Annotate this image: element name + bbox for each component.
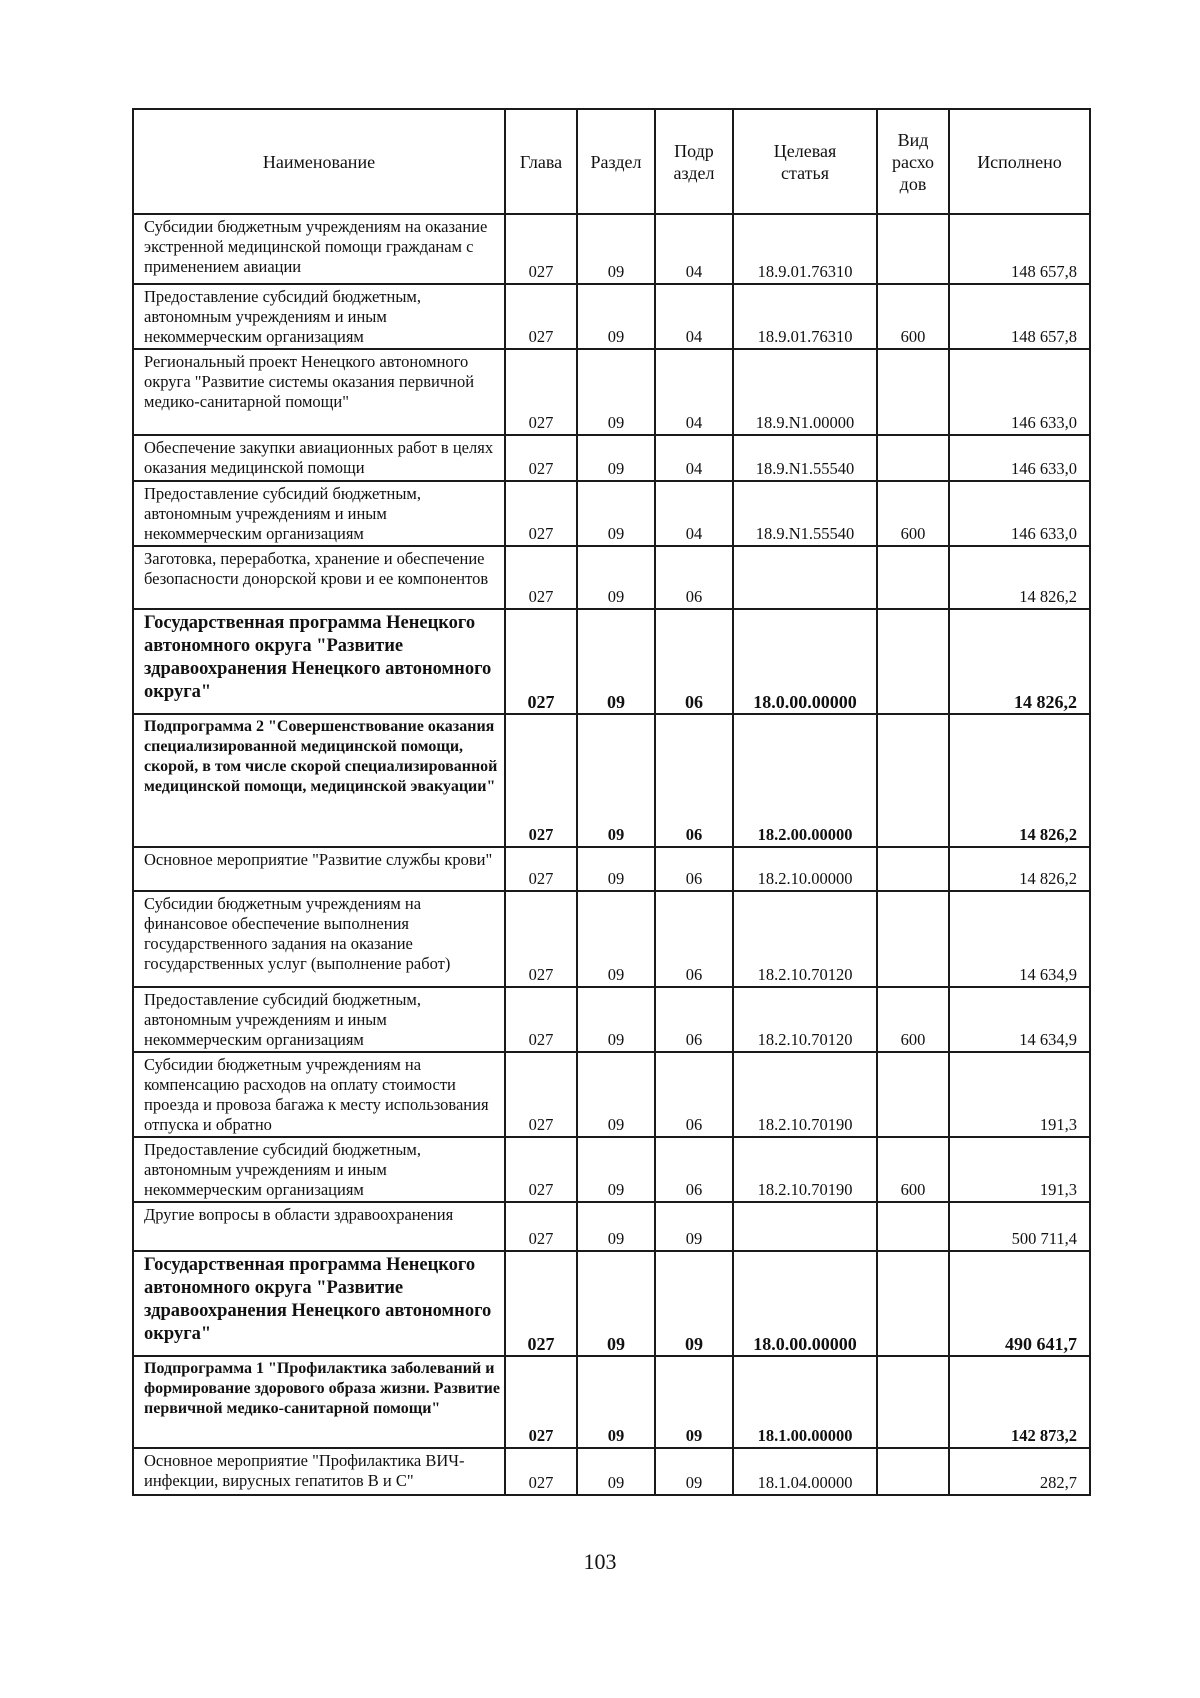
row-expense-type: [877, 435, 949, 481]
row-subsection: 06: [655, 847, 733, 891]
row-expense-type: [877, 847, 949, 891]
table-row: [133, 284, 1090, 349]
row-expense-type: 600: [877, 987, 949, 1052]
row-section: 09: [577, 349, 655, 435]
header-executed: Исполнено: [949, 109, 1090, 214]
row-chapter: 027: [505, 1448, 577, 1495]
row-expense-type: [877, 891, 949, 987]
row-chapter: 027: [505, 1356, 577, 1448]
row-subsection: 04: [655, 481, 733, 546]
header-section: Раздел: [577, 109, 655, 214]
row-chapter: 027: [505, 1137, 577, 1202]
table-row: [133, 349, 1090, 435]
row-name: Предоставление субсидий бюджетным, автономным учреждениям и иным некоммерческим организациям: [133, 481, 505, 546]
header-subsection: Подр аздел: [655, 109, 733, 214]
table-row: [133, 546, 1090, 609]
row-amount: 148 657,8: [949, 214, 1090, 284]
row-chapter: 027: [505, 714, 577, 847]
row-amount: 142 873,2: [949, 1356, 1090, 1448]
row-target-article: 18.2.10.70190: [733, 1052, 877, 1137]
row-expense-type: 600: [877, 481, 949, 546]
row-subsection: 06: [655, 987, 733, 1052]
row-section: 09: [577, 609, 655, 714]
row-amount: 14 826,2: [949, 714, 1090, 847]
row-target-article: 18.2.10.00000: [733, 847, 877, 891]
table-row-subprogram: [133, 714, 1090, 847]
row-amount: 148 657,8: [949, 284, 1090, 349]
row-section: 09: [577, 214, 655, 284]
table-row: [133, 847, 1090, 891]
row-subsection: 06: [655, 1052, 733, 1137]
row-chapter: 027: [505, 214, 577, 284]
budget-table: [132, 108, 1091, 1496]
row-amount: 282,7: [949, 1448, 1090, 1495]
row-target-article: 18.2.10.70120: [733, 987, 877, 1052]
row-target-article: 18.9.01.76310: [733, 214, 877, 284]
row-target-article: 18.9.N1.00000: [733, 349, 877, 435]
row-subsection: 06: [655, 714, 733, 847]
table-row: [133, 214, 1090, 284]
row-name: Подпрограмма 1 "Профилактика заболеваний и формирование здорового образа жизни. Развитие первичной медико-санитарной помощи": [133, 1356, 505, 1448]
row-name: Субсидии бюджетным учреждениям на финансовое обеспечение выполнения государственного задания на оказание государственных услуг (выполнение работ): [133, 891, 505, 987]
header-name: Наименование: [133, 109, 505, 214]
row-chapter: 027: [505, 284, 577, 349]
row-amount: 146 633,0: [949, 435, 1090, 481]
row-expense-type: [877, 1356, 949, 1448]
table-row: [133, 1448, 1090, 1495]
page-number: 103: [583, 1549, 617, 1574]
row-section: 09: [577, 987, 655, 1052]
row-chapter: 027: [505, 1202, 577, 1251]
row-chapter: 027: [505, 435, 577, 481]
row-amount: 191,3: [949, 1137, 1090, 1202]
header-target-article: Целевая статья: [733, 109, 877, 214]
header-expense-type: Вид расхо дов: [877, 109, 949, 214]
row-chapter: 027: [505, 1251, 577, 1356]
row-amount: 191,3: [949, 1052, 1090, 1137]
row-name: Основное мероприятие "Профилактика ВИЧ-инфекции, вирусных гепатитов В и С": [133, 1448, 505, 1495]
table-row: [133, 1137, 1090, 1202]
row-amount: 146 633,0: [949, 349, 1090, 435]
row-subsection: 09: [655, 1202, 733, 1251]
row-amount: 146 633,0: [949, 481, 1090, 546]
row-section: 09: [577, 284, 655, 349]
row-target-article: 18.2.10.70190: [733, 1137, 877, 1202]
row-chapter: 027: [505, 481, 577, 546]
row-chapter: 027: [505, 546, 577, 609]
row-name: Региональный проект Ненецкого автономного округа "Развитие системы оказания первичной медико-санитарной помощи": [133, 349, 505, 435]
row-name: Заготовка, переработка, хранение и обеспечение безопасности донорской крови и ее компонентов: [133, 546, 505, 609]
row-expense-type: 600: [877, 1137, 949, 1202]
row-target-article: 18.9.01.76310: [733, 284, 877, 349]
row-target-article: 18.0.00.00000: [733, 1251, 877, 1356]
table-row: [133, 987, 1090, 1052]
row-target-article: [733, 546, 877, 609]
row-amount: 14 634,9: [949, 987, 1090, 1052]
row-name: Государственная программа Ненецкого автономного округа "Развитие здравоохранения Ненецкого автономного округа": [133, 1251, 505, 1356]
row-expense-type: [877, 214, 949, 284]
row-name: Субсидии бюджетным учреждениям на компенсацию расходов на оплату стоимости проезда и провоза багажа к месту использования отпуска и обратно: [133, 1052, 505, 1137]
row-section: 09: [577, 1356, 655, 1448]
row-expense-type: [877, 1251, 949, 1356]
row-subsection: 09: [655, 1251, 733, 1356]
row-name: Субсидии бюджетным учреждениям на оказание экстренной медицинской помощи гражданам с применением авиации: [133, 214, 505, 284]
row-section: 09: [577, 1448, 655, 1495]
row-section: 09: [577, 714, 655, 847]
row-amount: 14 826,2: [949, 847, 1090, 891]
row-amount: 14 826,2: [949, 546, 1090, 609]
row-target-article: 18.2.00.00000: [733, 714, 877, 847]
row-chapter: 027: [505, 891, 577, 987]
row-target-article: 18.9.N1.55540: [733, 435, 877, 481]
row-target-article: 18.2.10.70120: [733, 891, 877, 987]
row-expense-type: [877, 609, 949, 714]
row-chapter: 027: [505, 609, 577, 714]
row-subsection: 06: [655, 546, 733, 609]
row-expense-type: [877, 1448, 949, 1495]
table-header-row: [133, 109, 1090, 214]
row-expense-type: [877, 714, 949, 847]
row-expense-type: 600: [877, 284, 949, 349]
row-expense-type: [877, 1202, 949, 1251]
row-chapter: 027: [505, 847, 577, 891]
row-chapter: 027: [505, 349, 577, 435]
row-section: 09: [577, 546, 655, 609]
row-section: 09: [577, 435, 655, 481]
row-subsection: 06: [655, 1137, 733, 1202]
row-section: 09: [577, 891, 655, 987]
row-subsection: 04: [655, 284, 733, 349]
table-row: [133, 481, 1090, 546]
row-subsection: 04: [655, 349, 733, 435]
table-row: [133, 1052, 1090, 1137]
row-subsection: 04: [655, 214, 733, 284]
table-row: [133, 1202, 1090, 1251]
row-name: Обеспечение закупки авиационных работ в целях оказания медицинской помощи: [133, 435, 505, 481]
row-name: Подпрограмма 2 "Совершенствование оказания специализированной медицинской помощи, скорой, в том числе скорой специализированной медицинской помощи, медицинской эвакуации": [133, 714, 505, 847]
row-chapter: 027: [505, 987, 577, 1052]
row-section: 09: [577, 1251, 655, 1356]
row-subsection: 06: [655, 891, 733, 987]
row-expense-type: [877, 1052, 949, 1137]
row-section: 09: [577, 1202, 655, 1251]
row-name: Другие вопросы в области здравоохранения: [133, 1202, 505, 1251]
row-amount: 490 641,7: [949, 1251, 1090, 1356]
table-row: [133, 891, 1090, 987]
row-name: Государственная программа Ненецкого автономного округа "Развитие здравоохранения Ненецкого автономного округа": [133, 609, 505, 714]
table-row-program: [133, 1251, 1090, 1356]
row-name: Предоставление субсидий бюджетным, автономным учреждениям и иным некоммерческим организациям: [133, 1137, 505, 1202]
row-amount: 14 826,2: [949, 609, 1090, 714]
table-row: [133, 435, 1090, 481]
row-section: 09: [577, 1137, 655, 1202]
row-name: Предоставление субсидий бюджетным, автономным учреждениям и иным некоммерческим организациям: [133, 987, 505, 1052]
row-name: Предоставление субсидий бюджетным, автономным учреждениям и иным некоммерческим организациям: [133, 284, 505, 349]
row-name: Основное мероприятие "Развитие службы крови": [133, 847, 505, 891]
row-target-article: 18.0.00.00000: [733, 609, 877, 714]
row-section: 09: [577, 1052, 655, 1137]
row-amount: 500 711,4: [949, 1202, 1090, 1251]
row-target-article: 18.1.04.00000: [733, 1448, 877, 1495]
table-row-subprogram: [133, 1356, 1090, 1448]
row-subsection: 09: [655, 1356, 733, 1448]
table-row-program: [133, 609, 1090, 714]
row-target-article: 18.9.N1.55540: [733, 481, 877, 546]
row-section: 09: [577, 847, 655, 891]
row-subsection: 06: [655, 609, 733, 714]
row-expense-type: [877, 546, 949, 609]
row-subsection: 09: [655, 1448, 733, 1495]
row-expense-type: [877, 349, 949, 435]
header-chapter: Глава: [505, 109, 577, 214]
row-amount: 14 634,9: [949, 891, 1090, 987]
row-chapter: 027: [505, 1052, 577, 1137]
row-subsection: 04: [655, 435, 733, 481]
row-target-article: 18.1.00.00000: [733, 1356, 877, 1448]
row-target-article: [733, 1202, 877, 1251]
row-section: 09: [577, 481, 655, 546]
